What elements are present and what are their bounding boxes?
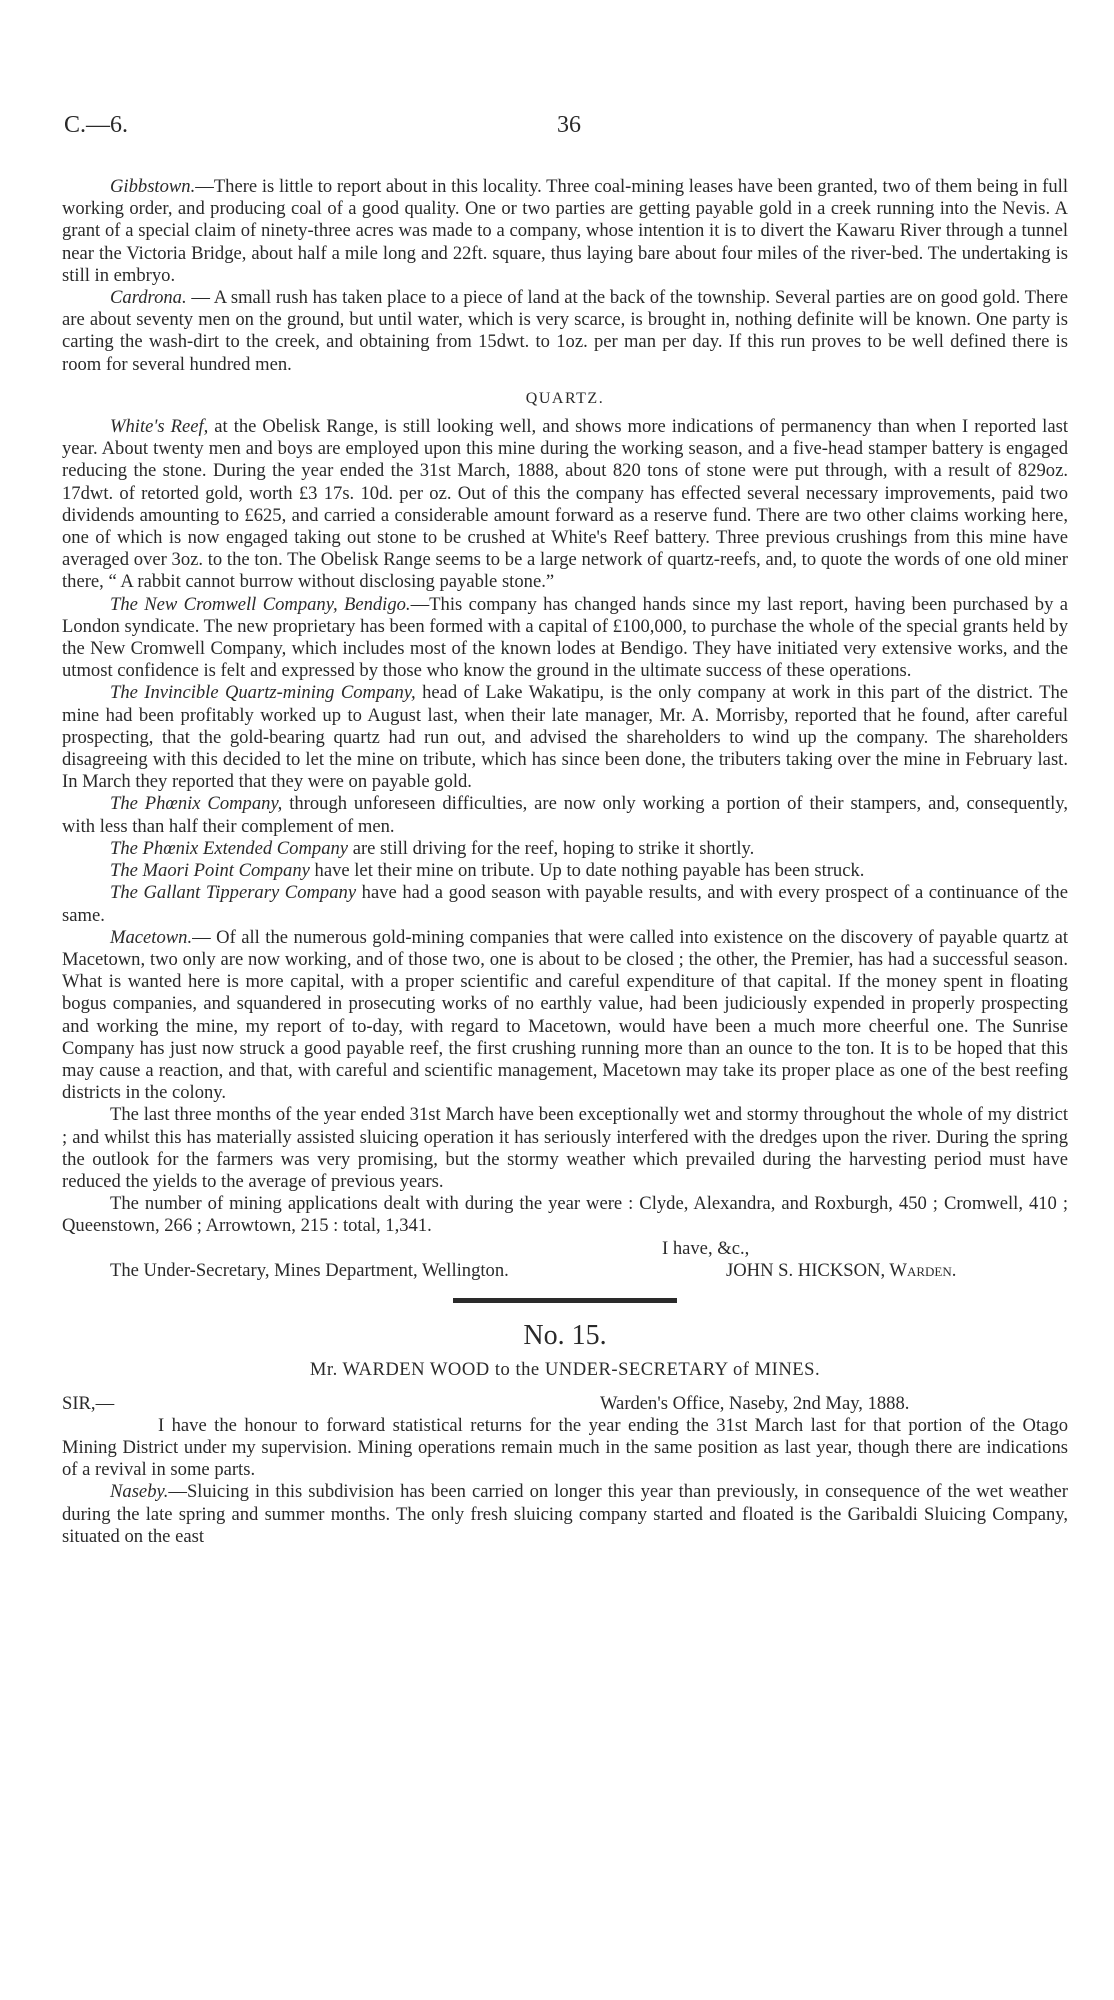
- closing-formula: I have, &c.,: [662, 1237, 750, 1259]
- company-invincible: The Invincible Quartz-mining Company,: [110, 682, 416, 704]
- signature-row: [62, 1260, 1068, 1282]
- place-date: Warden's Office, Naseby, 2nd May, 1888.: [600, 1392, 910, 1414]
- paragraph-phoenix-extended: [62, 838, 1068, 860]
- section-heading-quartz: QUARTZ.: [525, 389, 605, 407]
- paragraph-text: — Of all the numerous gold-mining companies that were called into existence on the discovery of payable quartz at Macetown, two only are now working, and of those two, one is about to be closed ; the other, the Premier, has had a successful season. What is wanted here is more capital, with a proper scientific and careful expenditure of that capital. If the money spent in floating bogus companies, and squandered in prosecuting works of no earthly value, had been judiciously expended in properly prospecting and working the mine, my report of to-day, with regard to Macetown, would have been a much more cheerful one. The Sunrise Company has just now struck a good payable reef, the first crushing running more than an ounce to the ton. It is to be hoped that this may cause a reaction, and that, with careful and scientific management, Macetown may take its proper place as one of the best reefing districts in the colony.: [62, 926, 1068, 1104]
- document-page: [62, 112, 1068, 1548]
- section-divider: [453, 1298, 677, 1303]
- paragraph-macetown: [62, 927, 1068, 1105]
- paragraph-naseby: [62, 1481, 1068, 1548]
- paragraph-cardrona: [62, 287, 1068, 376]
- paragraph-text: at the Obelisk Range, is still looking well, and shows more indications of permanency than when I reported last year. About twenty men and boys are employed upon this mine during the working season, and a five-head stamper battery is engaged reducing the stone. During the year ended the 31st March, 1888, about 820 tons of stone were put through, with a result of 829oz. 17dwt. of retorted gold, worth £3 17s. 10d. per oz. Out of this the company has effected several necessary improvements, paid two dividends amounting to £625, and carried a considerable amount forward as a reserve fund. There are two other claims working here, one of which is now engaged taking out stone to be crushed at White's Reef battery. Three previous crushings from this mine have averaged over 3oz. to the ton. The Obelisk Range seems to be a large network of quartz-reefs, and, to quote the words of one old miner there, “ A rabbit cannot burrow without disclosing payable stone.”: [62, 416, 1068, 593]
- paragraph-maori-point: [62, 860, 1068, 882]
- company-new-cromwell: The New Cromwell Company, Bendigo.: [110, 593, 411, 615]
- salutation: SIR,—: [62, 1392, 115, 1414]
- report-body: [62, 176, 1068, 1548]
- paragraph-phoenix: [62, 793, 1068, 837]
- claim-whites-reef: White's Reef,: [110, 416, 209, 438]
- paragraph-text: —This company has changed hands since my last report, having been purchased by a London syndicate. The new proprietary has been formed with a capital of £100,000, to purchase the whole of the special grants held by the New Cromwell Company, which includes most of the known lodes at Bendigo. They have initiated very extensive works, and the utmost confidence is felt and expressed by those who know the ground in the ultimate success of these operations.: [62, 593, 1068, 682]
- paragraph-text: are still driving for the reef, hoping to strike it shortly.: [348, 837, 755, 859]
- paragraph-invincible: [62, 682, 1068, 793]
- addressee: The Under-Secretary, Mines Department, Wellington.: [110, 1259, 509, 1281]
- page-number: 36: [557, 112, 581, 138]
- salutation-row: [62, 1393, 1068, 1415]
- paragraph-letter-intro: I have the honour to forward statistical returns for the year ending the 31st March last for that portion of the Otago Mining District under my supervision. Mining operations remain much in the same position as last year, though there are indications of a revival in some parts.: [62, 1414, 1068, 1481]
- locality-cardrona: Cardrona.: [110, 287, 187, 309]
- warden-signature: JOHN S. HICKSON, Warden.: [726, 1259, 957, 1281]
- company-phoenix: The Phœnix Company,: [110, 793, 283, 815]
- paragraph-new-cromwell: [62, 594, 1068, 683]
- letter-number: No. 15.: [523, 1319, 607, 1351]
- paragraph-text: —There is little to report about in this locality. Three coal-mining leases have been granted, two of them being in full working order, and producing coal of a good quality. One or two parties are getting payable gold in a creek running into the Nevis. A grant of a special claim of ninety-three acres was made to a company, whose intention it is to divert the Kawaru River through a tunnel near the Victoria Bridge, about half a mile long and 22ft. square, thus laying bare about four miles of the river-bed. The undertaking is still in embryo.: [62, 176, 1068, 286]
- locality-gibbstown: Gibbstown.: [110, 176, 196, 197]
- paragraph-text: have let their mine on tribute. Up to date nothing payable has been struck.: [309, 860, 865, 882]
- paragraph-gallant-tipperary: [62, 882, 1068, 926]
- paragraph-text: head of Lake Wakatipu, is the only company at work in this part of the district. The mine had been profitably worked up to August last, when their late manager, Mr. A. Morrisby, reported that he found, after careful prospecting, that the gold-bearing quartz had run out, and advised the shareholders to wind up the company. The shareholders disagreeing with this decided to let the mine on tribute, which has since been done, the tributers taking over the mine in February last. In March they reported that they were on payable gold.: [62, 682, 1068, 793]
- company-maori-point: The Maori Point Company: [110, 860, 310, 882]
- locality-macetown: Macetown.: [110, 926, 193, 948]
- paragraph-text: have had a good season with payable results, and with every prospect of a continuance of the same.: [62, 882, 1068, 926]
- locality-naseby: Naseby.: [110, 1481, 169, 1503]
- letter-title: Mr. WARDEN WOOD to the UNDER-SECRETARY of MINES.: [309, 1358, 821, 1380]
- paragraph-text: — A small rush has taken place to a piece of land at the back of the township. Several parties are on good gold. There are about seventy men on the ground, but until water, which is very scarce, is brought in, nothing definite will be known. One party is carting the wash-dirt to the creek, and obtaining from 15dwt. to 1oz. per man per day. If this run proves to be well defined there is room for several hundred men.: [62, 287, 1068, 375]
- paragraph-text: —Sluicing in this subdivision has been carried on longer this year than previously, in consequence of the wet weather during the late spring and summer months. The only fresh sluicing company started and floated is the Garibaldi Sluicing Company, situated on the east: [62, 1481, 1068, 1547]
- paragraph-gibbstown: [62, 176, 1068, 287]
- page-header: [62, 112, 1068, 146]
- closing-row: [62, 1238, 1068, 1260]
- company-phoenix-extended: The Phœnix Extended Company: [110, 837, 349, 859]
- paragraph-weather: The last three months of the year ended 31st March have been exceptionally wet and stormy throughout the whole of my district ; and whilst this has materially assisted sluicing operation it has seriously interfered with the dredges upon the river. During the spring the outlook for the farmers was very promising, but the stormy weather which prevailed during the harvesting period must have reduced the yields to the average of previous years.: [62, 1104, 1068, 1192]
- document-code: C.—6.: [64, 112, 129, 138]
- paragraph-text: through unforeseen difficulties, are now only working a portion of their stampers, and, consequently, with less than half their complement of men.: [62, 793, 1068, 837]
- company-gallant-tipperary: The Gallant Tipperary Company: [110, 882, 357, 904]
- paragraph-whites-reef: [62, 416, 1068, 594]
- paragraph-applications: The number of mining applications dealt with during the year were : Clyde, Alexandra, and Roxburgh, 450 ; Cromwell, 410 ; Queenstown, 266 ; Arrowtown, 215 : total, 1,341.: [62, 1193, 1068, 1237]
